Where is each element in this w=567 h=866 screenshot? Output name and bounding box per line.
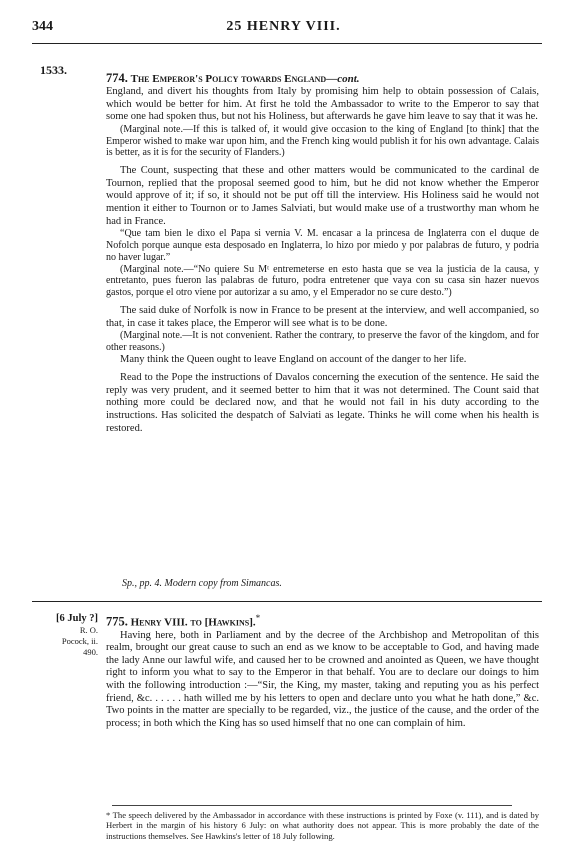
paragraph: Read to the Pope the instructions of Davalos concerning the execution of the sentence. He said the reply was very prudent, and it seemed better to him that it was not determined. The Count said that nothing more could be declared now, and that he would not fail in his duty according to the instructions. Has solicited the despatch of Salviati as legate. Thinks he will come when his health is restored. — [106, 372, 539, 434]
paragraph: England, and divert his thoughts from Italy by promising him help to obtain possession of Calais, which would be better for him. At first he told the Ambassador to write to the Emperor to say that some one had spoken thus, but not his Holiness, but afterwards he gave him leave to say that it was he. — [106, 86, 539, 123]
marginal-note: (Marginal note.—If this is talked of, it would give occasion to the king of England [to think] that the Emperor wished to make war upon him, and the French king would publish it for his own advantage. Calais is better, as it is for the security of Flanders.) — [106, 123, 539, 159]
source-note: Sp., pp. 4. Modern copy from Simancas. — [122, 578, 282, 589]
entry-continued: —cont. — [326, 73, 360, 85]
entry-775-heading — [106, 612, 539, 630]
paragraph: The said duke of Norfolk is now in France to be present at the interview, and well accompanied, so that, in case it takes place, the Emperor will see what is to be done. — [106, 304, 539, 329]
entry-number: 774. — [106, 71, 128, 85]
footnote-marker: * — [255, 613, 261, 623]
margin-date: [6 July ?] — [56, 613, 98, 624]
paragraph: The Count, suspecting that these and other matters would be communicated to the cardinal de Tournon, replied that the proposal seemed good to him, but he did not know whether the Emperor would approve of it; if so, it should not be put off till the interview. His Holiness said he would not mention it either to Tournon or to James Salviati, but would make use of a trustworthy man whom he had in France. — [106, 165, 539, 227]
entry-774 — [106, 72, 539, 435]
running-title: 25 HENRY VIII. — [226, 19, 341, 34]
header-rule — [32, 43, 542, 44]
page-number: 344 — [32, 19, 53, 34]
marginal-note: (Marginal note.—It is not convenient. Rather the contrary, to preserve the favor of the kingdom, and for other reasons.) — [106, 330, 539, 353]
spanish-quote: “Que tam bien le dixo el Papa si vernia V. M. encasar a la princesa de Inglaterra con el duque de Nofolch porque aunque esta desposado en Inglaterra, lo hizo por miedo y por palabras de futuro, y podria no haver lugar.” — [106, 228, 539, 263]
paragraph: Having here, both in Parliament and by the decree of the Archbishop and Metropolitan of this realm, brought our great cause to such an end as we know to be acceptable to God, and having made the lady Anne our lawful wife, and caused her to be crowned and anointed as Queen, we have thought right to inform you what to say to the Emperor in that behalf. You are to declare our doings to him with the following introduction :—“Sir, the King, my master, taking and reputing you as his perfect friend, &c. . . . . . hath willed me by his letters to open and declare unto you what he hath done,” &c. Two points in the matter are specially to be regarded, viz., the justice of the cause, and the order of the process; in both which the King has so used himself that no one can complain of him. — [106, 629, 539, 729]
entry-number: 775. — [106, 614, 128, 629]
margin-ref: R. O. — [79, 625, 98, 635]
margin-year: 1533. — [40, 63, 67, 77]
entry-775-margin — [34, 613, 98, 658]
margin-pocock-page: 490. — [83, 647, 98, 657]
entry-774-heading — [106, 72, 539, 86]
footnote: * The speech delivered by the Ambassador in accordance with these instructions is printed by Foxe (v. 111), and is dated by Herbert in the margin of his history 6 July: on what authority does not appear. This is more probably the date of the instructions themselves. See Hawkins's letter of 18 July following. — [106, 810, 539, 841]
paragraph: Many think the Queen ought to leave England on account of the danger to her life. — [120, 353, 467, 365]
section-rule — [32, 601, 542, 602]
entry-775 — [106, 612, 539, 730]
entry-title: Henry VIII. to [Hawkins]. — [130, 616, 256, 629]
margin-pocock: Pocock, ii. — [61, 636, 98, 646]
running-head — [0, 19, 567, 35]
footnote-rule — [112, 805, 512, 806]
entry-title: The Emperor's Policy towards England — [130, 73, 327, 85]
marginal-note: (Marginal note.—“No quiere Su Mᵗ entremeterse en esto hasta que se vea la justicia de la causa, y entretanto, pues fueron las palabras de futuro, podra entretener que vaya con su casa sin hazer nuevos gastos, porque el otro viene por autorizar a su amo, y el Emperador no se cure desto.”) — [106, 263, 539, 299]
